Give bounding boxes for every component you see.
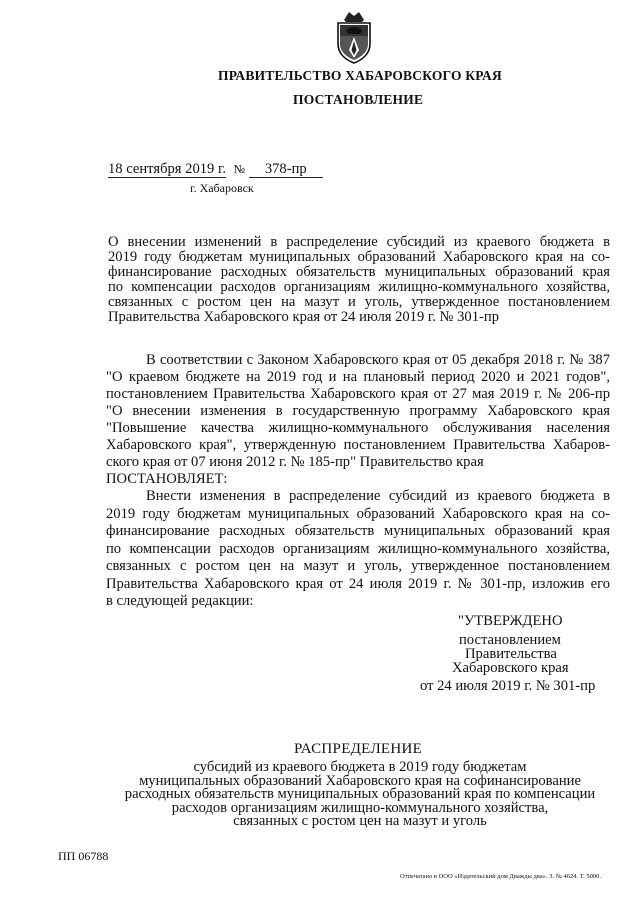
title-line: Правительства Хабаровского края от 24 июля 2019 г. № 301-пр xyxy=(108,309,499,325)
title-line: связанных с ростом цен на мазут и уголь, утвержденное постановлением xyxy=(108,294,610,310)
title-line: по компенсации расходов организациям жилищно-коммунального хозяйства, xyxy=(108,279,610,295)
preamble-line: "О краевом бюджете на 2019 год и на плановый период 2020 и 2021 годов", xyxy=(106,369,610,385)
printer-imprint: Отпечатано в ООО «Издательский дом Дважды два». З. № 4624. Т. 5000. xyxy=(400,873,601,880)
approved-by-line: постановлением xyxy=(459,632,561,648)
body-line: финансирование расходных обязательств муниципальных образований края xyxy=(106,523,610,539)
approved-label: "УТВЕРЖДЕНО xyxy=(458,613,563,629)
title-line: 2019 году бюджетам муниципальных образований Хабаровского края на со- xyxy=(108,249,610,265)
distribution-line: муниципальных образований Хабаровского края на софинансирование xyxy=(139,772,581,789)
coat-of-arms-icon xyxy=(332,6,376,64)
document-code: ПП 06788 xyxy=(58,849,109,863)
preamble-line: Хабаровского края", утвержденную постановлением Правительства Хабаров- xyxy=(106,437,610,453)
approved-by-line: Хабаровского края xyxy=(452,660,569,676)
distribution-line: связанных с ростом цен на мазут и уголь xyxy=(233,813,487,829)
preamble-line: В соответствии с Законом Хабаровского края от 05 декабря 2018 г. № 387 xyxy=(146,352,610,368)
distribution-title: РАСПРЕДЕЛЕНИЕ xyxy=(294,741,423,757)
preamble xyxy=(106,352,610,488)
body-line: Правительства Хабаровского края от 24 июля 2019 г. № 301-пр, изложив его xyxy=(106,575,610,592)
preamble-line: "О внесении изменения в государственную программу Хабаровского края xyxy=(106,403,610,419)
government-name: ПРАВИТЕЛЬСТВО ХАБАРОВСКОГО КРАЯ xyxy=(218,68,502,83)
distribution-line: субсидий из краевого бюджета в 2019 году бюджетам xyxy=(193,759,527,775)
body-line: связанных с ростом цен на мазут и уголь, утвержденное постановлением xyxy=(106,558,610,574)
resolves-word: ПОСТАНОВЛЯЕТ: xyxy=(106,471,228,487)
registration-number: 378-пр xyxy=(249,162,323,178)
document-type: ПОСТАНОВЛЕНИЕ xyxy=(293,92,424,107)
body-line: 2019 году бюджетам муниципальных образований Хабаровского края на со- xyxy=(106,505,610,522)
preamble-line: ского края от 07 июня 2012 г. № 185-пр" Правительство края xyxy=(106,454,484,470)
registration-line xyxy=(108,162,323,178)
approved-by-line: Правительства xyxy=(465,646,557,662)
preamble-line: постановлением Правительства Хабаровского края от 27 мая 2019 г. № 206-пр xyxy=(106,386,610,402)
document-title xyxy=(108,235,610,325)
city: г. Хабаровск xyxy=(190,181,254,195)
title-line: О внесении изменений в распределение субсидий из краевого бюджета в xyxy=(108,234,610,250)
title-line: финансирование расходных обязательств муниципальных образований края xyxy=(108,264,610,280)
approved-date: от 24 июля 2019 г. № 301-пр xyxy=(420,678,596,694)
distribution-line: расходов организациям жилищно-коммунального хозяйства, xyxy=(171,799,549,816)
body-line: Внести изменения в распределение субсидий из краевого бюджета в xyxy=(146,488,610,504)
body-line: по компенсации расходов организациям жилищно-коммунального хозяйства, xyxy=(106,540,610,557)
body-line: в следующей редакции: xyxy=(106,593,254,609)
operative-paragraph xyxy=(106,488,610,611)
distribution-subtitle xyxy=(100,761,620,829)
preamble-line: "Повышение качества жилищно-коммунального обслуживания населения xyxy=(106,420,610,436)
registration-date: 18 сентября 2019 г. xyxy=(108,161,226,177)
number-label: № xyxy=(233,162,246,176)
distribution-line: расходных обязательств муниципальных образований края по компенсации xyxy=(124,786,596,802)
